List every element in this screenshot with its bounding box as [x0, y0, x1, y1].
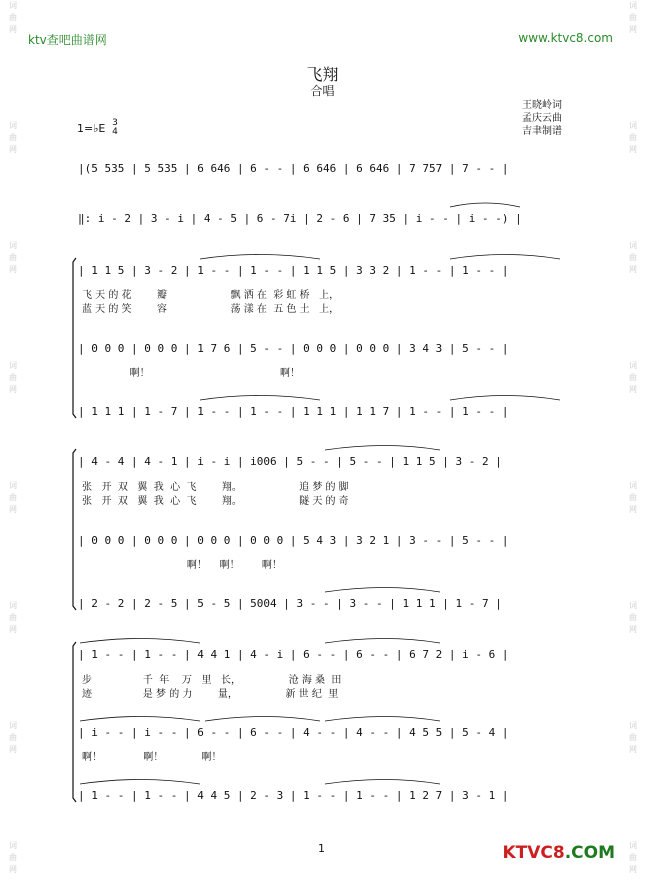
watermark-left: 词 曲 网 — [9, 361, 17, 394]
slur — [325, 780, 440, 785]
system2-lyric3: 啊！ 啊！ 啊！ — [82, 560, 282, 571]
system1-voice1: | 1 1 5 | 3 - 2 | 1 - - | 1 - - | 1 1 5 | 3 3 2 | 1 - - | 1 - - | — [78, 264, 509, 277]
watermark-left: 词 曲 网 — [9, 721, 17, 754]
system1-bracket — [73, 258, 76, 418]
system3-bracket — [73, 642, 76, 802]
watermark-left: 词 曲 网 — [9, 841, 17, 874]
slur — [450, 255, 560, 260]
system3-lyric3: 啊！ 啊！ 啊！ — [82, 752, 222, 763]
arranger: 吉聿制谱 — [522, 126, 562, 137]
page-number: 1 — [318, 842, 325, 855]
system1-lyric3: 啊！ 啊！ — [82, 368, 301, 379]
site-logo[interactable] — [502, 843, 615, 863]
slur — [200, 396, 320, 401]
system2-lyric2: 张 开 双 翼 我 心 飞 翔。 隧 天 的 奇 — [82, 496, 349, 507]
system3-lyric1: 步 千 年 万 里 长， 沧 海 桑 田 — [82, 675, 342, 686]
time-bottom: 4 — [112, 127, 118, 137]
time-top: 3 — [112, 118, 118, 128]
watermark-left: 词 曲 网 — [9, 1, 17, 34]
system2-voice2: | 0 0 0 | 0 0 0 | 0 0 0 | 0 0 0 | 5 4 3 | 3 2 1 | 3 - - | 5 - - | — [78, 534, 509, 547]
system1-lyric2: 蓝 天 的 笑 容 荡 漾 在 五 色 土 上， — [82, 304, 340, 315]
slur — [450, 396, 560, 401]
slur — [325, 717, 440, 722]
system1-voice2: | 0 0 0 | 0 0 0 | 1 7 6 | 5 - - | 0 0 0 | 0 0 0 | 3 4 3 | 5 - - | — [78, 342, 509, 355]
watermark-right: 词 曲 网 — [629, 721, 637, 754]
watermark-left: 词 曲 网 — [9, 601, 17, 634]
song-title: 飞翔 — [306, 65, 339, 84]
watermark-left: 词 曲 网 — [9, 241, 17, 274]
watermark-right: 词 曲 网 — [629, 1, 637, 34]
slur — [325, 639, 440, 644]
watermark-right: 词 曲 网 — [629, 481, 637, 514]
logo-suffix: .COM — [564, 843, 615, 863]
key-signature: 1=♭E — [77, 122, 106, 135]
slur — [80, 639, 200, 644]
slur — [325, 446, 440, 451]
system1-voice3: | 1 1 1 | 1 - 7 | 1 - - | 1 - - | 1 1 1 | 1 1 7 | 1 - - | 1 - - | — [78, 405, 509, 418]
system3-voice2: | i - - | i - - | 6 - - | 6 - - | 4 - - | 4 - - | 4 5 5 | 5 - 4 | — [78, 726, 509, 739]
system2-voice3: | 2 - 2 | 2 - 5 | 5 - 5 | 5004 | 3 - - | 3 - - | 1 1 1 | 1 - 7 | — [78, 597, 502, 610]
system3-voice1: | 1 - - | 1 - - | 4 4 1 | 4 - i | 6 - - | 6 - - | 6 7 2 | i - 6 | — [78, 648, 509, 661]
watermark-right: 词 曲 网 — [629, 841, 637, 874]
lyricist: 王晓岭词 — [522, 100, 562, 111]
site-name-left[interactable]: ktv查吧曲谱网 — [28, 33, 107, 47]
system3-voice3: | 1 - - | 1 - - | 4 4 5 | 2 - 3 | 1 - - | 1 - - | 1 2 7 | 3 - 1 | — [78, 789, 509, 802]
site-url-right[interactable]: www.ktvc8.com — [518, 31, 613, 45]
system2-lyric1: 张 开 双 翼 我 心 飞 翔。 追 梦 的 脚 — [82, 482, 349, 493]
slur — [205, 717, 320, 722]
system2-bracket — [73, 449, 76, 610]
slur — [80, 780, 200, 785]
intro-line-2: ‖: i - 2 | 3 - i | 4 - 5 | 6 - 7i | 2 - 6 | 7 35 | i - - | i - -) | — [78, 212, 522, 225]
slur — [200, 255, 320, 260]
slur — [80, 717, 200, 722]
watermark-left: 词 曲 网 — [9, 121, 17, 154]
slur — [450, 203, 520, 207]
song-subtitle: 合唱 — [310, 84, 335, 98]
watermark-right: 词 曲 网 — [629, 121, 637, 154]
watermark-left: 词 曲 网 — [9, 481, 17, 514]
system1-lyric1: 飞 天 的 花 瓣 飘 洒 在 彩 虹 桥 上， — [82, 290, 340, 301]
intro-line-1: |(5 535 | 5 535 | 6 646 | 6 - - | 6 646 | 6 646 | 7 757 | 7 - - | — [78, 162, 509, 175]
system3-lyric2: 迹 是 梦 的 力 量， 新 世 纪 里 — [82, 689, 339, 700]
logo-text: KTVC8 — [502, 843, 565, 863]
system2-voice1: | 4 - 4 | 4 - 1 | i - i | i006 | 5 - - | 5 - - | 1 1 5 | 3 - 2 | — [78, 455, 502, 468]
composer: 孟庆云曲 — [522, 113, 562, 124]
slur — [325, 588, 440, 593]
watermark-right: 词 曲 网 — [629, 601, 637, 634]
watermark-right: 词 曲 网 — [629, 361, 637, 394]
watermark-right: 词 曲 网 — [629, 241, 637, 274]
